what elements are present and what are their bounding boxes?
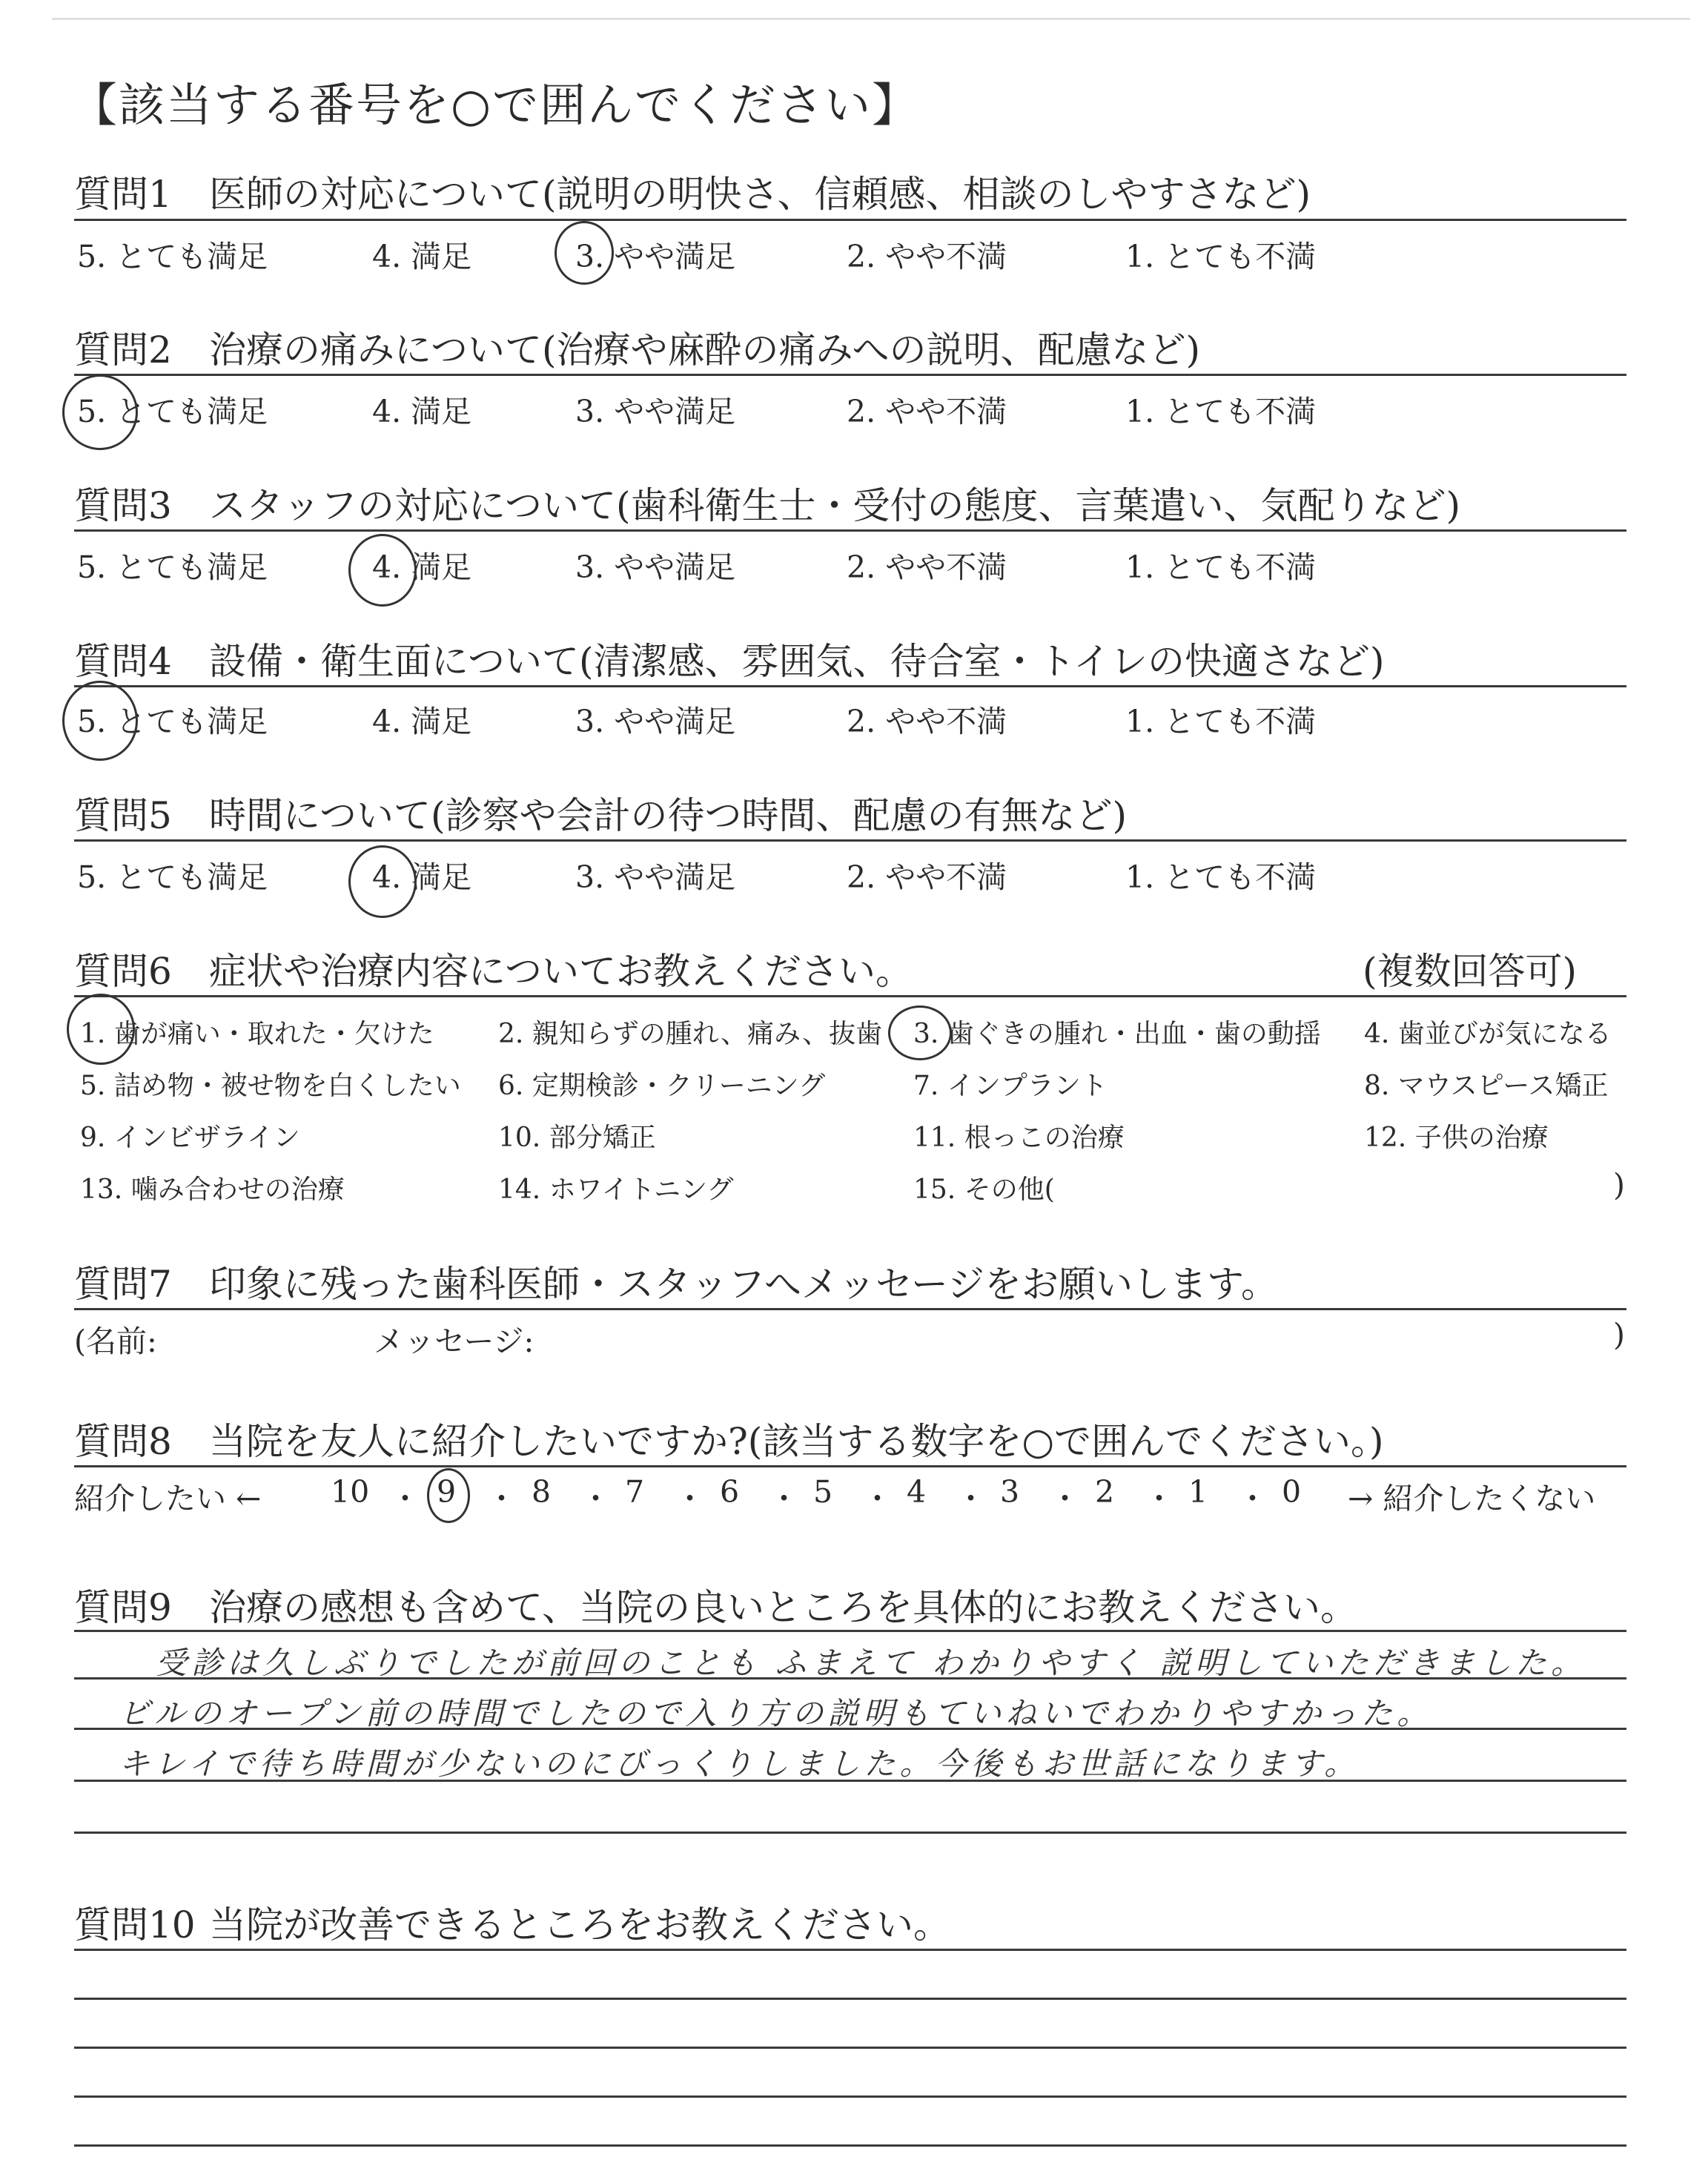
question-6: [74, 942, 913, 995]
scale-separator: ・: [580, 1481, 611, 1516]
answer-circle: [62, 374, 138, 450]
question-number: 質問10: [74, 1903, 196, 1946]
top-border: [52, 18, 1690, 20]
symptom-option-13[interactable]: 13. 噛み合わせの治療: [80, 1175, 345, 1205]
scale-value-6[interactable]: 6: [720, 1474, 740, 1510]
question-number: 質問2: [74, 328, 172, 371]
symptom-option-11[interactable]: 11. 根っこの治療: [913, 1123, 1125, 1153]
option-2[interactable]: 2. やや不満: [847, 239, 1007, 274]
option-3[interactable]: 3. やや満足: [575, 394, 736, 429]
symptom-option-3[interactable]: 3. 歯ぐきの腫れ・出血・歯の動揺: [913, 1019, 1321, 1049]
scale-separator: ・: [956, 1481, 986, 1516]
question-text: 印象に残った歯科医師・スタッフへメッセージをお願いします。: [209, 1263, 1278, 1306]
question-number: 質問5: [74, 794, 172, 837]
question-rule: [74, 1949, 1626, 1951]
option-3[interactable]: 3. やや満足: [575, 859, 736, 895]
question-text: 治療の痛みについて(治療や麻酔の痛みへの説明、配慮など): [209, 328, 1201, 371]
option-5[interactable]: 5. とても満足: [77, 549, 268, 585]
question-7: [74, 1255, 1278, 1308]
question-text: 症状や治療内容についてお教えください。: [209, 950, 913, 993]
question-text: スタッフの対応について(歯科衛生士・受付の態度、言葉遣い、気配りなど): [209, 484, 1461, 527]
answer-circle: [62, 681, 138, 761]
option-3[interactable]: 3. やや満足: [575, 549, 736, 585]
option-1[interactable]: 1. とても不満: [1125, 704, 1317, 739]
question-rule: [74, 995, 1626, 997]
option-1[interactable]: 1. とても不満: [1125, 859, 1317, 895]
question-number: 質問7: [74, 1263, 172, 1306]
question-rule: [74, 219, 1626, 221]
scale-value-3[interactable]: 3: [1000, 1474, 1020, 1510]
option-1[interactable]: 1. とても不満: [1125, 394, 1317, 429]
scale-separator: ・: [1050, 1481, 1080, 1516]
scale-value-2[interactable]: 2: [1095, 1474, 1115, 1510]
option-2[interactable]: 2. やや不満: [847, 394, 1007, 429]
name-label: (名前:: [74, 1324, 157, 1359]
answer-circle: [348, 534, 417, 607]
handwritten-answer-line: ビルのオープン前の時間でしたので入り方の説明もていねいでわかりやすかった。: [119, 1695, 1433, 1731]
scale-value-10[interactable]: 10: [331, 1474, 370, 1510]
question-number: 質問1: [74, 173, 172, 216]
answer-circle: [348, 845, 417, 918]
answer-line: [74, 1832, 1626, 1834]
message-close-paren: ): [1613, 1317, 1625, 1353]
option-3[interactable]: 3. やや満足: [575, 239, 736, 274]
question-rule: [74, 1630, 1626, 1632]
option-5[interactable]: 5. とても満足: [77, 704, 268, 739]
question-text: 時間について(診察や会計の待つ時間、配慮の有無など): [209, 794, 1128, 837]
option-4[interactable]: 4. 満足: [372, 859, 472, 895]
symptom-option-1[interactable]: 1. 歯が痛い・取れた・欠けた: [80, 1019, 434, 1049]
question-text: 治療の感想も含めて、当院の良いところを具体的にお教えください。: [209, 1586, 1357, 1629]
answer-line: [74, 2095, 1626, 2098]
scale-separator: ・: [769, 1481, 799, 1516]
option-5[interactable]: 5. とても満足: [77, 859, 268, 895]
question-1: [74, 165, 1311, 218]
question-rule: [74, 1308, 1626, 1310]
option-2[interactable]: 2. やや不満: [847, 704, 1007, 739]
question-rule: [74, 529, 1626, 532]
scale-separator: ・: [675, 1481, 705, 1516]
option-4[interactable]: 4. 満足: [372, 394, 472, 429]
answer-line: [74, 1998, 1626, 2000]
symptom-option-12[interactable]: 12. 子供の治療: [1364, 1123, 1549, 1153]
question-9: [74, 1578, 1357, 1631]
option-5[interactable]: 5. とても満足: [77, 394, 268, 429]
question-text: 医師の対応について(説明の明快さ、信頼感、相談のしやすさなど): [209, 173, 1311, 216]
option-5[interactable]: 5. とても満足: [77, 239, 268, 274]
symptom-option-9[interactable]: 9. インビザライン: [80, 1123, 300, 1153]
question-number: 質問3: [74, 484, 172, 527]
handwritten-answer-line: 受診は久しぶりでしたが前回のことも ふまえて わかりやすく 説明していただきました。: [156, 1645, 1587, 1681]
answer-line: [74, 2144, 1626, 2147]
scale-separator: ・: [1237, 1481, 1268, 1516]
option-2[interactable]: 2. やや不満: [847, 549, 1007, 585]
option-1[interactable]: 1. とても不満: [1125, 239, 1317, 274]
symptom-option-8[interactable]: 8. マウスピース矯正: [1364, 1071, 1609, 1101]
question-number: 質問6: [74, 950, 172, 993]
answer-circle: [427, 1468, 470, 1523]
other-close-paren: ): [1613, 1167, 1625, 1203]
symptom-option-4[interactable]: 4. 歯並びが気になる: [1364, 1019, 1612, 1049]
scale-separator: ・: [862, 1481, 893, 1516]
option-3[interactable]: 3. やや満足: [575, 704, 736, 739]
question-2: [74, 320, 1200, 374]
question-8: [74, 1412, 1383, 1465]
multiple-answers-note: (複数回答可): [1363, 950, 1578, 993]
form-title: 【該当する番号を○で囲んでください】: [71, 78, 920, 132]
question-5: [74, 786, 1127, 839]
scale-value-4[interactable]: 4: [907, 1474, 927, 1510]
answer-circle: [67, 994, 135, 1065]
option-4[interactable]: 4. 満足: [372, 704, 472, 739]
answer-line: [74, 2047, 1626, 2049]
answer-circle: [888, 1005, 952, 1060]
scale-separator: ・: [486, 1481, 517, 1516]
symptom-option-7[interactable]: 7. インプラント: [913, 1071, 1108, 1101]
option-2[interactable]: 2. やや不満: [847, 859, 1007, 895]
scale-value-8[interactable]: 8: [532, 1474, 552, 1510]
question-rule: [74, 374, 1626, 376]
scale-value-5[interactable]: 5: [813, 1474, 833, 1510]
message-label: メッセージ:: [374, 1324, 534, 1359]
question-number: 質問8: [74, 1420, 172, 1463]
question-rule: [74, 1465, 1626, 1467]
answer-circle: [555, 221, 614, 285]
question-text: 当院が改善できるところをお教えください。: [209, 1903, 950, 1946]
question-number: 質問9: [74, 1586, 172, 1629]
question-10: [74, 1895, 950, 1949]
scale-value-9[interactable]: 9: [437, 1474, 457, 1510]
question-number: 質問4: [74, 640, 172, 683]
question-4: [74, 632, 1385, 685]
option-4[interactable]: 4. 満足: [372, 239, 472, 274]
scale-value-0[interactable]: 0: [1282, 1474, 1302, 1510]
question-rule: [74, 685, 1626, 687]
question-rule: [74, 839, 1626, 842]
symptom-option-2[interactable]: 2. 親知らずの腫れ、痛み、抜歯: [498, 1019, 883, 1049]
handwritten-answer-line: キレイで待ち時間が少ないのにびっくりしました。今後もお世話になります。: [119, 1745, 1360, 1782]
option-1[interactable]: 1. とても不満: [1125, 549, 1317, 585]
option-4[interactable]: 4. 満足: [372, 549, 472, 585]
question-3: [74, 476, 1460, 529]
not-recommend-label: → 紹介したくない: [1348, 1481, 1596, 1516]
scale-separator: ・: [390, 1481, 420, 1516]
symptom-option-10[interactable]: 10. 部分矯正: [498, 1123, 656, 1153]
symptom-option-5[interactable]: 5. 詰め物・被せ物を白くしたい: [80, 1071, 461, 1101]
symptom-option-6[interactable]: 6. 定期検診・クリーニング: [498, 1071, 826, 1101]
scale-separator: ・: [1144, 1481, 1174, 1516]
question-text: 設備・衛生面について(清潔感、雰囲気、待合室・トイレの快適さなど): [209, 640, 1385, 683]
question-text: 当院を友人に紹介したいですか?(該当する数字を○で囲んでください。): [209, 1420, 1384, 1463]
scale-value-7[interactable]: 7: [625, 1474, 645, 1510]
symptom-option-14[interactable]: 14. ホワイトニング: [498, 1175, 734, 1205]
recommend-label: 紹介したい ←: [74, 1481, 262, 1516]
symptom-option-15[interactable]: 15. その他(: [913, 1175, 1055, 1205]
scale-value-1[interactable]: 1: [1188, 1474, 1208, 1510]
